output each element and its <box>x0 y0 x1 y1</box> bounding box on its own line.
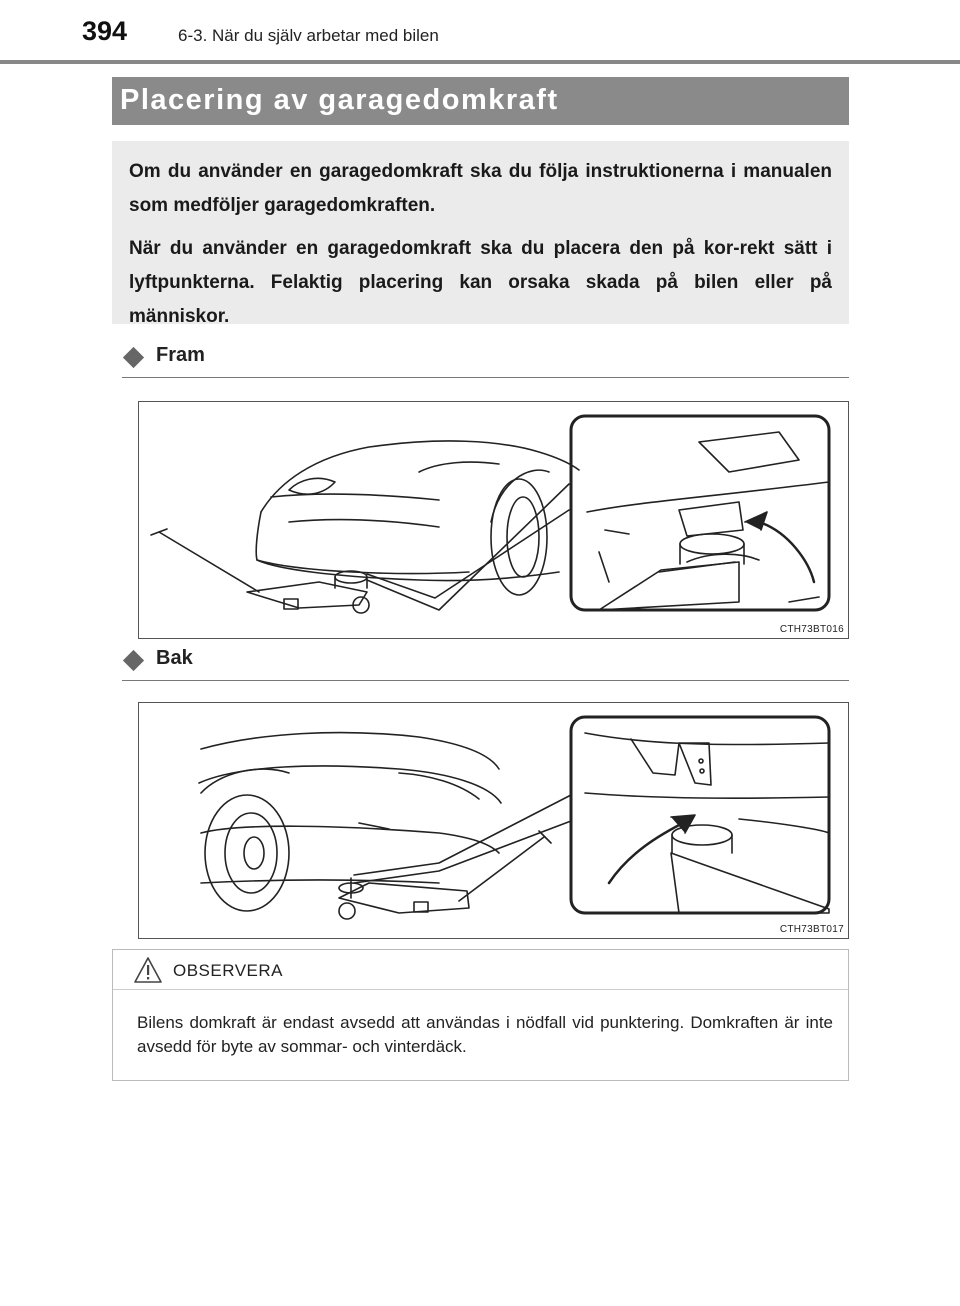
notice-box <box>112 949 849 1081</box>
notice-title: OBSERVERA <box>173 961 284 980</box>
figure-code-rear: CTH73BT017 <box>779 924 844 935</box>
diamond-bullet-icon <box>123 650 144 671</box>
notice-header <box>113 950 848 990</box>
intro-paragraph-2: När du använder en garagedomkraft ska du placera den på kor-rekt sätt i lyftpunkterna. Felaktig placering kan orsaka skada på bilen eller på människor. <box>129 238 832 327</box>
page-title: Placering av garagedomkraft <box>120 84 559 116</box>
rear-car-jack-drawing <box>139 703 849 939</box>
page-title-bar <box>112 77 849 125</box>
subheading-rear-label: Bak <box>156 647 193 669</box>
subheading-rear <box>122 647 849 681</box>
subheading-front <box>122 344 849 378</box>
notice-text: Bilens domkraft är endast avsedd att användas i nödfall vid punktering. Domkraften är inte avsedd för byte av sommar- och vinterdäck. <box>137 1013 833 1056</box>
front-jack-illustration <box>138 401 849 639</box>
section-breadcrumb: 6-3. När du själv arbetar med bilen <box>178 26 439 45</box>
intro-box <box>112 141 849 327</box>
rear-jack-illustration <box>138 702 849 939</box>
page-number: 394 <box>82 16 128 46</box>
intro-paragraph-1: Om du använder en garagedomkraft ska du följa instruktionerna i manualen som medföljer garagedomkraften. <box>129 161 832 216</box>
header-divider <box>0 60 960 64</box>
subheading-front-label: Fram <box>156 344 205 366</box>
figure-code-front: CTH73BT016 <box>779 624 844 635</box>
diamond-bullet-icon <box>123 347 144 368</box>
warning-triangle-icon <box>133 956 163 984</box>
front-car-jack-drawing <box>139 402 849 639</box>
